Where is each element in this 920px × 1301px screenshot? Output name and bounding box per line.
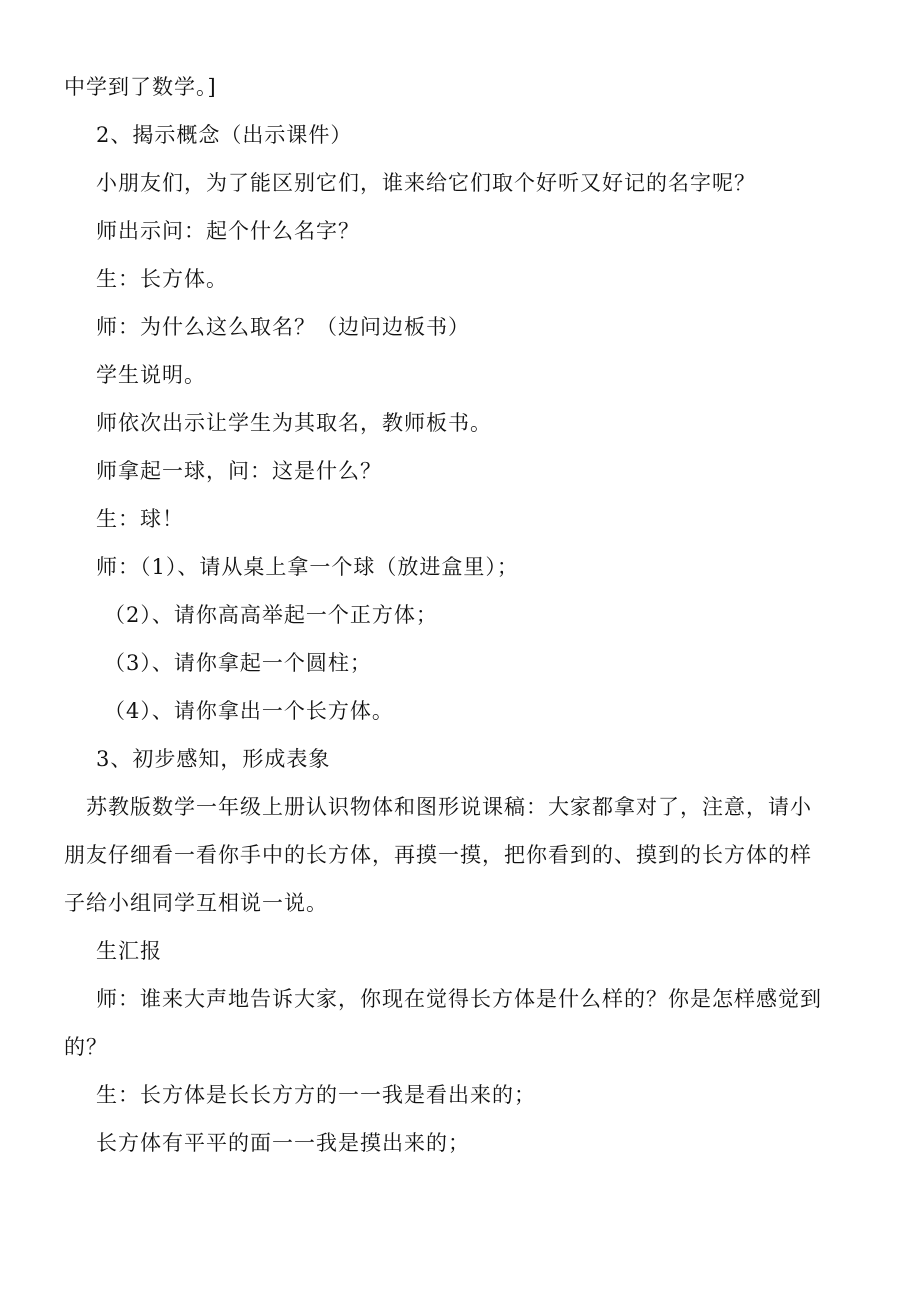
- text-line-12: （2）、请你高高举起一个正方体；: [104, 603, 438, 627]
- section-heading-3: 3、初步感知，形成表象: [96, 747, 331, 771]
- text-line-23: 长方体有平平的面一一我是摸出来的；: [96, 1131, 470, 1155]
- text-line-18: 子给小组同学互相说一说。: [64, 891, 328, 915]
- text-line-11: 师：（1）、请从桌上拿一个球（放进盒里）；: [96, 555, 519, 579]
- text-line-7: 学生说明。: [96, 363, 206, 387]
- text-line-20: 师：谁来大声地告诉大家，你现在觉得长方体是什么样的？你是怎样感觉到: [96, 987, 822, 1011]
- section-heading-2: 2、揭示概念（出示课件）: [96, 123, 353, 147]
- text-line-8: 师依次出示让学生为其取名，教师板书。: [96, 411, 492, 435]
- text-line-19: 生汇报: [96, 939, 162, 963]
- text-line-5: 生：长方体。: [96, 267, 228, 291]
- text-line-22: 生：长方体是长长方方的一一我是看出来的；: [96, 1083, 536, 1107]
- text-line-13: （3）、请你拿起一个圆柱；: [104, 651, 372, 675]
- text-line-4: 师出示问：起个什么名字？: [96, 219, 360, 243]
- text-line-14: （4）、请你拿出一个长方体。: [104, 699, 394, 723]
- text-line-16: 苏教版数学一年级上册认识物体和图形说课稿：大家都拿对了，注意，请小: [86, 795, 812, 819]
- text-line-3: 小朋友们，为了能区别它们，谁来给它们取个好听又好记的名字呢？: [96, 171, 756, 195]
- text-line-6: 师：为什么这么取名？（边问边板书）: [96, 315, 470, 339]
- text-line-9: 师拿起一球，问：这是什么？: [96, 459, 382, 483]
- text-line-10: 生：球！: [96, 507, 184, 531]
- text-line-1: 中学到了数学。]: [64, 75, 217, 99]
- text-line-21: 的？: [64, 1035, 108, 1059]
- text-line-17: 朋友仔细看一看你手中的长方体，再摸一摸，把你看到的、摸到的长方体的样: [64, 843, 812, 867]
